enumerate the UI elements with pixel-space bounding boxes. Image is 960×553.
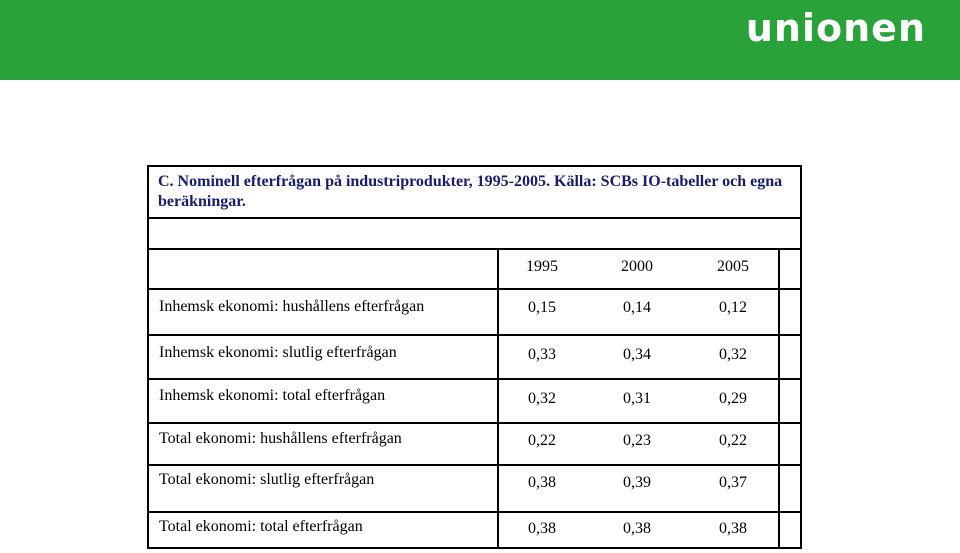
cell-value: 0,14 [623,299,651,316]
cell-value: 0,38 [623,520,651,537]
row-label: Inhemsk ekonomi: hushållens efterfrågan [159,298,425,315]
table-title: C. Nominell efterfrågan på industriprodukter, 1995-2005. Källa: SCBs IO-tabeller och egna beräkningar. [149,167,800,219]
cell-value: 0,39 [623,474,651,491]
row-divider [149,422,800,424]
column-header-1995: 1995 [526,258,558,275]
cell-value: 0,38 [528,520,556,537]
cell-value: 0,33 [528,346,556,363]
cell-value: 0,12 [719,299,747,316]
row-divider [149,334,800,336]
cell-value: 0,32 [719,346,747,363]
cell-value: 0,34 [623,346,651,363]
cell-value: 0,22 [719,432,747,449]
row-label: Inhemsk ekonomi: slutlig efterfrågan [159,344,397,361]
right-column-divider [778,250,780,547]
cell-value: 0,23 [623,432,651,449]
cell-value: 0,22 [528,432,556,449]
row-divider [149,511,800,513]
unionen-logo: unionen [745,6,926,50]
row-divider [149,464,800,466]
cell-value: 0,31 [623,390,651,407]
row-label: Inhemsk ekonomi: total efterfrågan [159,387,386,404]
cell-value: 0,29 [719,390,747,407]
header-bar [0,0,960,80]
cell-value: 0,37 [719,474,747,491]
spacer-row [149,219,800,250]
cell-value: 0,38 [528,474,556,491]
row-label: Total ekonomi: hushållens efterfrågan [159,430,402,447]
column-header-2000: 2000 [621,258,653,275]
cell-value: 0,38 [719,520,747,537]
cell-value: 0,32 [528,390,556,407]
row-label: Total ekonomi: total efterfrågan [159,518,363,535]
row-label: Total ekonomi: slutlig efterfrågan [159,471,375,488]
data-table [147,165,802,549]
row-divider [149,378,800,380]
column-header-2005: 2005 [717,258,749,275]
row-divider [149,288,800,290]
cell-value: 0,15 [528,299,556,316]
